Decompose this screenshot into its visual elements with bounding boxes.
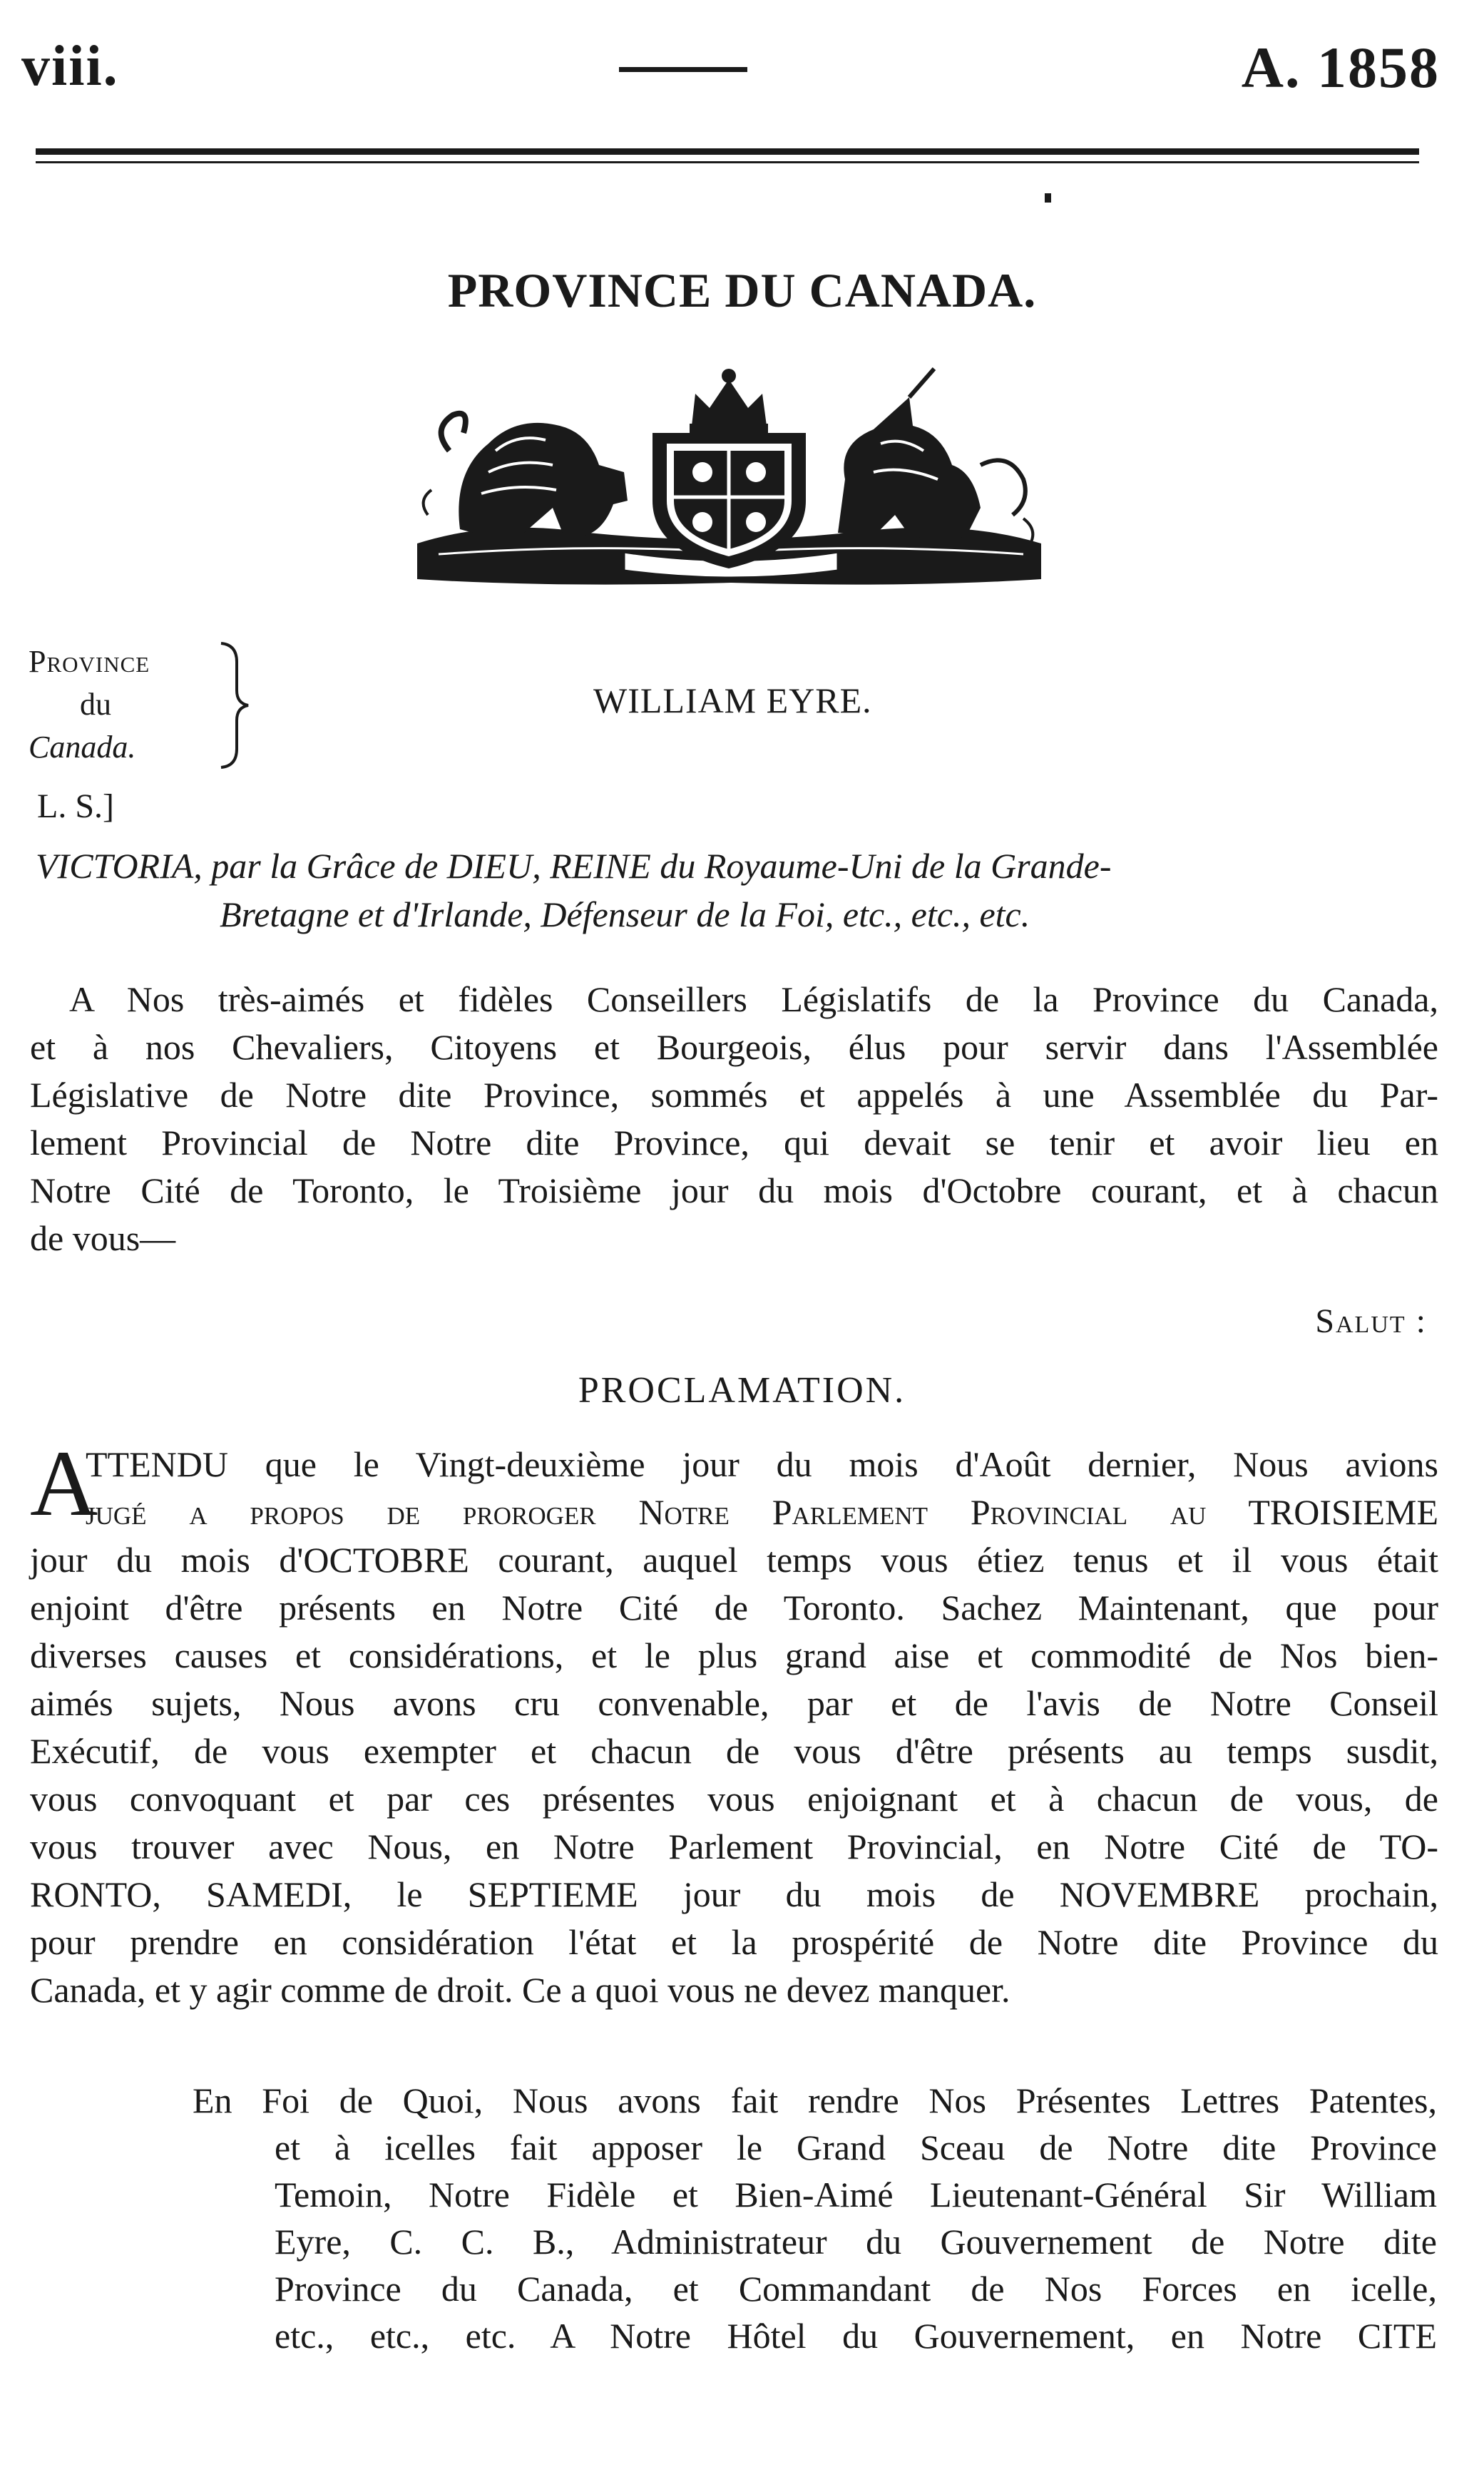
text-line: etc., etc., etc. A Notre Hôtel du Gouvernement, en Notre CITE <box>275 2316 1437 2356</box>
text-line: A Nos très-aimés et fidèles Conseillers Législatifs de la Province du Canada, <box>69 979 1438 1019</box>
page-year: A. 1858 <box>1241 35 1440 100</box>
text-line: Notre Cité de Toronto, le Troisième jour du mois d'Octobre courant, et à chacun <box>30 1170 1438 1210</box>
seal-mark: L. S.] <box>37 787 114 825</box>
royal-title <box>36 842 1440 939</box>
text-line: Législative de Notre dite Province, sommés et appelés à une Assemblée du Par- <box>30 1075 1438 1115</box>
right-brace-icon <box>215 640 251 770</box>
royal-title-line-1: VICTORIA, par la Grâce de DIEU, REINE du Royaume-Uni de la Grande- <box>36 846 1112 886</box>
margin-line-canada: Canada. <box>29 730 136 765</box>
text-line: vous convoquant et par ces présentes vous enjoignant et à chacun de vous, de <box>30 1779 1438 1819</box>
page-number: viii. <box>21 35 119 98</box>
text-line: diverses causes et considérations, et le plus grand aise et commodité de Nos bien- <box>30 1635 1438 1675</box>
text-line: aimés sujets, Nous avons cru convenable, par et de l'avis de Notre Conseil <box>30 1683 1438 1723</box>
royal-coat-of-arms-icon <box>410 365 1048 601</box>
text-line: Province du Canada, et Commandant de Nos Forces en icelle, <box>275 2269 1437 2309</box>
text-line: TTENDU que le Vingt-deuxième jour du mois d'Août dernier, Nous avions <box>86 1444 1438 1484</box>
text-line: vous trouver avec Nous, en Notre Parlement Provincial, en Notre Cité de TO- <box>30 1827 1438 1866</box>
margin-line-du: du <box>80 687 111 722</box>
attestation-paragraph <box>193 2077 1437 2359</box>
text-line: jugé a propos de proroger Notre Parlement Provincial au TROISIEME <box>86 1492 1438 1532</box>
address-paragraph <box>30 976 1438 1262</box>
drop-cap: A <box>30 1431 98 1536</box>
proclamation-title: PROCLAMATION. <box>578 1370 906 1411</box>
text-line: et à icelles fait apposer le Grand Sceau de Notre dite Province <box>275 2128 1437 2167</box>
header-rule-thick <box>36 148 1419 155</box>
text-line: et à nos Chevaliers, Citoyens et Bourgeois, élus pour servir dans l'Assemblée <box>30 1027 1438 1067</box>
text-line: de vous— <box>30 1218 176 1258</box>
proclamation-paragraph <box>30 1441 1438 2014</box>
header-rule-thin <box>36 161 1419 163</box>
text-line: lement Provincial de Notre dite Province, qui devait se tenir et avoir lieu en <box>30 1123 1438 1163</box>
text-line: Eyre, C. C. B., Administrateur du Gouvernement de Notre dite <box>275 2222 1437 2262</box>
text-line: Canada, et y agir comme de droit. Ce a quoi vous ne devez manquer. <box>30 1970 1010 2010</box>
header-dash <box>619 67 747 72</box>
royal-title-line-2: Bretagne et d'Irlande, Défenseur de la Foi, etc., etc., etc. <box>220 894 1030 934</box>
signer-name: WILLIAM EYRE. <box>593 680 872 720</box>
salutation: Salut : <box>1315 1302 1427 1340</box>
text-line: RONTO, SAMEDI, le SEPTIEME jour du mois de NOVEMBRE prochain, <box>30 1874 1438 1914</box>
document-title: PROVINCE DU CANADA. <box>447 263 1037 317</box>
text-line: Temoin, Notre Fidèle et Bien-Aimé Lieutenant-Général Sir William <box>275 2175 1437 2215</box>
text-line: En Foi de Quoi, Nous avons fait rendre Nos Présentes Lettres Patentes, <box>193 2080 1437 2120</box>
text-line: jour du mois d'OCTOBRE courant, auquel temps vous étiez tenus et il vous était <box>30 1540 1438 1580</box>
margin-note <box>29 640 242 783</box>
print-mark <box>1045 193 1051 203</box>
text-line: Exécutif, de vous exempter et chacun de vous d'être présents au temps susdit, <box>30 1731 1438 1771</box>
margin-line-province: Province <box>29 644 150 679</box>
text-line: pour prendre en considération l'état et la prospérité de Notre dite Province du <box>30 1922 1438 1962</box>
text-line: enjoint d'être présents en Notre Cité de Toronto. Sachez Maintenant, que pour <box>30 1588 1438 1628</box>
